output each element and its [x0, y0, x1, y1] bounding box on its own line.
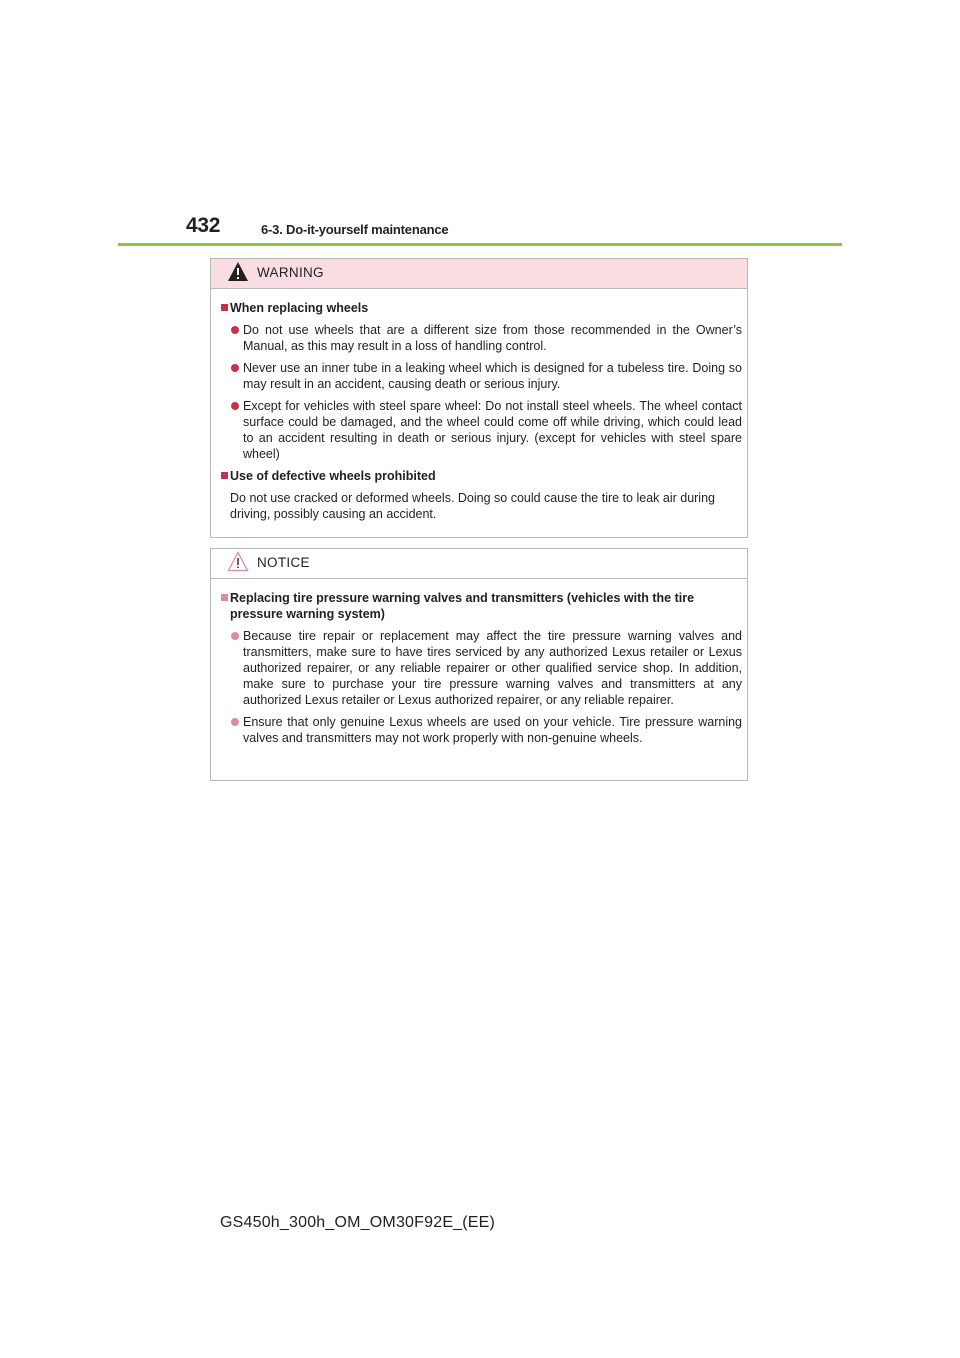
warning-triangle-icon — [227, 261, 249, 282]
warning-box — [210, 258, 748, 538]
square-bullet-icon — [221, 472, 228, 479]
notice-header — [211, 549, 747, 579]
list-item: Ensure that only genuine Lexus wheels are used on your vehicle. Tire pressure warning valves and transmitters may not work properly with non-genuine wheels. — [221, 714, 742, 746]
notice-body — [211, 579, 747, 746]
header-rule — [118, 243, 842, 246]
square-bullet-icon — [221, 594, 228, 601]
warning-paragraph: Do not use cracked or deformed wheels. Doing so could cause the tire to leak air during driving, possibly causing an accident. — [230, 491, 715, 521]
section-title: 6-3. Do-it-yourself maintenance — [261, 222, 449, 237]
document-code: GS450h_300h_OM_OM30F92E_(EE) — [220, 1214, 496, 1231]
notice-box — [210, 548, 748, 781]
list-item: Never use an inner tube in a leaking wheel which is designed for a tubeless tire. Doing so may result in an accident, causing death or serious injury. — [221, 360, 742, 392]
warning-label: WARNING — [257, 265, 324, 280]
round-bullet-icon — [231, 632, 239, 640]
warning-heading-wheels: When replacing wheels — [221, 300, 742, 316]
notice-triangle-icon — [227, 551, 249, 572]
warning-header — [211, 259, 747, 289]
list-item: Because tire repair or replacement may affect the tire pressure warning valves and transmitters, make sure to have tires serviced by any authorized Lexus retailer or Lexus authorized repairer, or any reliable repairer or other qualified service shop. In addition, make sure to purchase your tire pressure warning valves and transmitters at any authorized Lexus retailer or Lexus authorized repairer, or any reliable repairer. — [221, 628, 742, 708]
round-bullet-icon — [231, 364, 239, 372]
round-bullet-icon — [231, 718, 239, 726]
round-bullet-icon — [231, 326, 239, 334]
round-bullet-icon — [231, 402, 239, 410]
list-item: Do not use wheels that are a different size from those recommended in the Owner’s Manual, as this may result in a loss of handling control. — [221, 322, 742, 354]
warning-body — [211, 289, 747, 522]
square-bullet-icon — [221, 304, 228, 311]
notice-heading-tpws: Replacing tire pressure warning valves and transmitters (vehicles with the tire pressure warning system) — [221, 590, 742, 622]
page-number: 432 — [186, 214, 221, 237]
warning-heading-defective: Use of defective wheels prohibited — [221, 468, 742, 484]
list-item: Except for vehicles with steel spare wheel: Do not install steel wheels. The wheel contact surface could be damaged, and the wheel could come off while driving, which could lead to an accident resulting in death or serious injury. (except for vehicles with steel spare wheel) — [221, 398, 742, 462]
notice-label: NOTICE — [257, 555, 310, 570]
